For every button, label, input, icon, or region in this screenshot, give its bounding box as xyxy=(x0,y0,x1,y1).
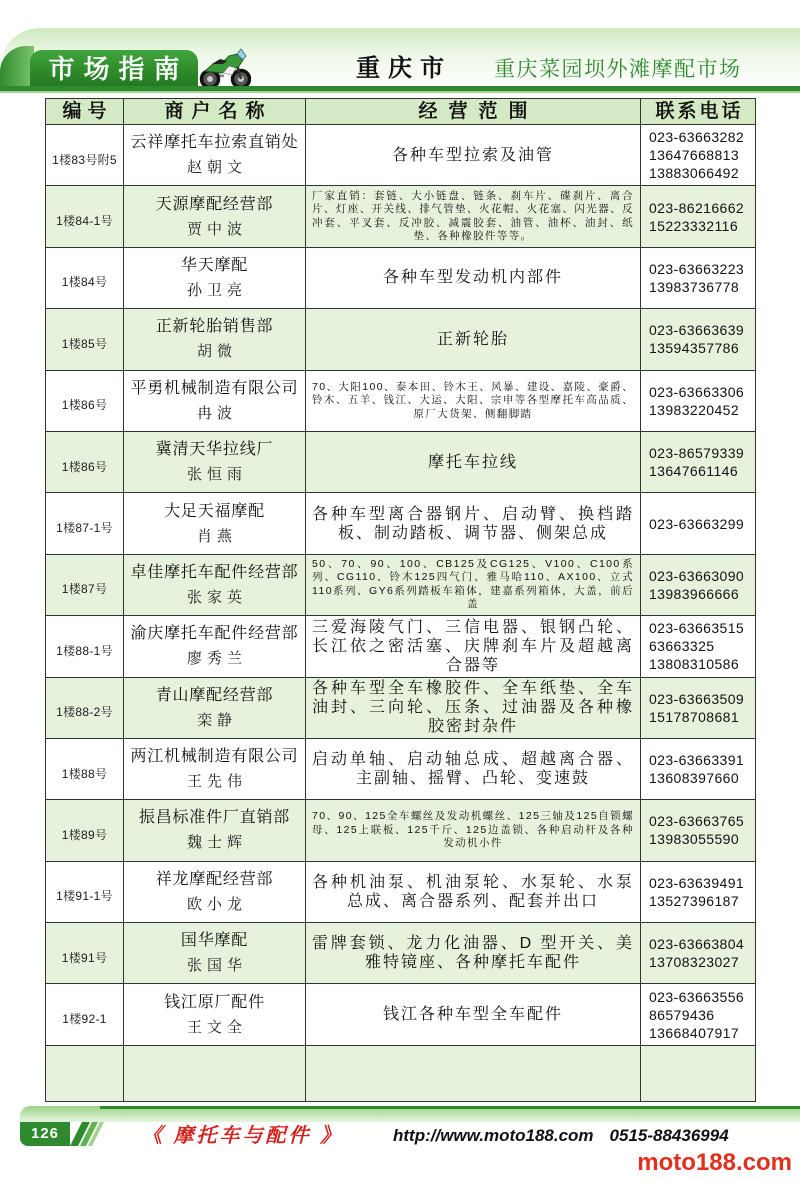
booth-number-cell xyxy=(46,431,124,492)
phone-cell xyxy=(641,493,756,554)
booth-number-cell xyxy=(46,923,124,984)
business-scope-cell xyxy=(306,247,641,308)
contact-person: 栾静 xyxy=(196,710,237,729)
phone-cell xyxy=(641,186,756,247)
merchant-name: 钱江原厂配件 xyxy=(164,993,265,1011)
section-tab: 市场指南 xyxy=(30,50,198,88)
booth-number: 1楼84号 xyxy=(61,275,108,290)
table-row xyxy=(46,677,756,738)
table-row xyxy=(46,984,756,1045)
merchant-name: 正新轮胎销售部 xyxy=(155,318,274,336)
contact-person: 王文全 xyxy=(186,1017,247,1036)
phone-cell xyxy=(641,247,756,308)
contact-person: 王先伟 xyxy=(186,772,247,791)
footer-phone: 0515-88436994 xyxy=(609,1126,729,1145)
empty-cell xyxy=(306,1045,641,1101)
merchant-cell-inner xyxy=(124,800,305,860)
empty-cell-inner xyxy=(124,1046,305,1101)
phone-number: 13983966666 xyxy=(649,585,740,602)
contact-person: 贾中波 xyxy=(186,219,247,238)
column-header-phone xyxy=(641,99,756,125)
phone-number: 13983220452 xyxy=(649,401,740,418)
phone-cell-inner xyxy=(641,493,755,553)
phone-number: 13647661146 xyxy=(649,463,739,480)
table-row xyxy=(46,431,756,492)
booth-number-cell-inner xyxy=(46,371,123,431)
booth-number: 1楼87号 xyxy=(61,582,108,597)
stripes-decoration xyxy=(70,1106,104,1146)
phone-number: 13708323027 xyxy=(649,954,740,971)
merchant-cell xyxy=(124,616,306,677)
contact-person: 魏士辉 xyxy=(186,833,247,852)
table-row xyxy=(46,616,756,677)
booth-number-cell-inner xyxy=(46,186,123,246)
phone-number: 15178708681 xyxy=(649,708,740,725)
contact-person: 欧小龙 xyxy=(186,894,247,913)
phone-number: 023-63663299 xyxy=(649,515,745,532)
merchant-name: 两江机械制造有限公司 xyxy=(130,748,299,766)
phone-cell xyxy=(641,861,756,922)
merchant-cell xyxy=(124,677,306,738)
merchant-name: 卓佳摩托车配件经营部 xyxy=(130,563,299,581)
business-scope-cell-inner xyxy=(306,555,640,615)
booth-number-cell xyxy=(46,554,124,615)
phone-number: 13668407917 xyxy=(649,1024,740,1041)
phone-cell-inner xyxy=(641,371,755,431)
phone-number: 023-63639491 xyxy=(649,874,745,891)
phone-number: 023-86216662 xyxy=(649,199,745,216)
phone-cell-inner xyxy=(641,616,755,676)
booth-number: 1楼91-1号 xyxy=(56,889,113,904)
empty-cell xyxy=(46,1045,124,1101)
phone-number: 023-63663639 xyxy=(649,322,745,339)
booth-number-cell xyxy=(46,677,124,738)
merchant-name: 平勇机械制造有限公司 xyxy=(130,379,299,397)
empty-cell-inner xyxy=(46,1046,123,1101)
phone-cell xyxy=(641,800,756,861)
booth-number-cell xyxy=(46,370,124,431)
business-scope: 各种车型拉索及油管 xyxy=(391,146,554,164)
phone-cell xyxy=(641,677,756,738)
business-scope-cell xyxy=(306,800,641,861)
phone-number: 13983736778 xyxy=(649,278,740,295)
booth-number-cell-inner xyxy=(46,309,123,369)
merchant-cell-inner xyxy=(124,616,305,676)
merchant-cell xyxy=(124,125,306,186)
merchant-name: 渝庆摩托车配件经营部 xyxy=(130,625,299,643)
business-scope-cell-inner xyxy=(306,984,640,1044)
booth-number-cell-inner xyxy=(46,616,123,676)
phone-number: 023-86579339 xyxy=(649,445,745,462)
phone-number: 13608397660 xyxy=(649,770,740,787)
contact-person: 孙卫亮 xyxy=(186,280,247,299)
empty-cell-inner xyxy=(641,1046,755,1101)
business-scope-cell xyxy=(306,493,641,554)
booth-number-cell-inner xyxy=(46,800,123,860)
merchant-cell-inner xyxy=(124,739,305,799)
phone-cell xyxy=(641,923,756,984)
table-row-empty xyxy=(46,1045,756,1101)
business-scope-cell-inner xyxy=(306,493,640,553)
booth-number: 1楼86号 xyxy=(61,459,108,474)
merchant-cell xyxy=(124,984,306,1045)
table-row xyxy=(46,493,756,554)
phone-number: 023-63663804 xyxy=(649,936,745,953)
table-row xyxy=(46,125,756,186)
booth-number-cell-inner xyxy=(46,923,123,983)
table-row xyxy=(46,247,756,308)
merchant-cell-inner xyxy=(124,186,305,246)
table-row xyxy=(46,800,756,861)
business-scope-cell-inner xyxy=(306,923,640,983)
booth-number-cell xyxy=(46,247,124,308)
table-row xyxy=(46,923,756,984)
booth-number-cell xyxy=(46,186,124,247)
phone-cell-inner xyxy=(641,248,755,308)
phone-number: 023-63663391 xyxy=(649,752,745,769)
business-scope-cell xyxy=(306,861,641,922)
phone-number: 63663325 xyxy=(649,638,715,655)
business-scope: 正新轮胎 xyxy=(436,330,509,348)
merchant-cell-inner xyxy=(124,493,305,553)
contact-person: 赵朝文 xyxy=(186,158,247,177)
business-scope-cell-inner xyxy=(306,371,640,431)
business-scope-cell xyxy=(306,554,641,615)
footer-contact xyxy=(393,1124,729,1148)
merchant-cell xyxy=(124,554,306,615)
business-scope: 各种机油泵、机油泵轮、水泵轮、水泵总成、离合器系列、配套并出口 xyxy=(312,873,634,910)
booth-number: 1楼85号 xyxy=(61,336,108,351)
phone-cell-inner xyxy=(641,923,755,983)
merchant-cell-inner xyxy=(124,862,305,922)
booth-number: 1楼88-1号 xyxy=(56,643,113,658)
business-scope-cell xyxy=(306,309,641,370)
phone-cell xyxy=(641,616,756,677)
phone-number: 023-63663509 xyxy=(649,690,745,707)
merchant-cell-inner xyxy=(124,309,305,369)
contact-person: 张家英 xyxy=(186,587,247,606)
phone-cell xyxy=(641,370,756,431)
business-scope-cell xyxy=(306,984,641,1045)
booth-number-cell-inner xyxy=(46,739,123,799)
booth-number: 1楼89号 xyxy=(61,827,108,842)
phone-cell-inner xyxy=(641,309,755,369)
phone-cell-inner xyxy=(641,678,755,738)
business-scope: 三爱海陵气门、三信电器、银钢凸轮、长江依之密活塞、庆牌刹车片及超越离合器等 xyxy=(312,618,634,674)
merchant-name: 青山摩配经营部 xyxy=(155,686,274,704)
business-scope-cell-inner xyxy=(306,309,640,369)
column-header-scope xyxy=(306,99,641,125)
merchant-name: 云祥摩托车拉索直销处 xyxy=(130,134,299,152)
column-header-number xyxy=(46,99,124,125)
phone-number: 023-63663223 xyxy=(649,260,745,277)
merchant-cell-inner xyxy=(124,984,305,1044)
phone-number: 13808310586 xyxy=(649,656,740,673)
merchant-cell-inner xyxy=(124,555,305,615)
phone-cell xyxy=(641,431,756,492)
booth-number-cell-inner xyxy=(46,678,123,738)
phone-number: 023-63663090 xyxy=(649,567,745,584)
booth-number-cell-inner xyxy=(46,984,123,1044)
merchant-cell-inner xyxy=(124,371,305,431)
table-header-row xyxy=(46,99,756,125)
city-title: 重庆市 xyxy=(356,55,452,82)
empty-cell-inner xyxy=(306,1046,640,1101)
booth-number-cell xyxy=(46,738,124,799)
phone-cell xyxy=(641,984,756,1045)
booth-number-cell xyxy=(46,984,124,1045)
booth-number-cell xyxy=(46,616,124,677)
phone-number: 13883066492 xyxy=(649,165,740,182)
phone-cell-inner xyxy=(641,800,755,860)
phone-number: 13527396187 xyxy=(649,892,740,909)
phone-cell xyxy=(641,554,756,615)
phone-cell-inner xyxy=(641,862,755,922)
contact-person: 冉波 xyxy=(196,403,237,422)
booth-number-cell-inner xyxy=(46,862,123,922)
booth-number-cell xyxy=(46,800,124,861)
column-header-merchant-label: 商户名称 xyxy=(164,101,273,122)
merchant-cell xyxy=(124,493,306,554)
table-row xyxy=(46,554,756,615)
business-scope: 各种车型离合器钢片、启动臂、换档踏板、制动踏板、调节器、侧架总成 xyxy=(312,505,634,542)
table-row xyxy=(46,370,756,431)
phone-cell xyxy=(641,738,756,799)
motorcycle-icon xyxy=(199,44,251,90)
booth-number: 1楼83号附5 xyxy=(52,152,117,167)
contact-person: 肖燕 xyxy=(196,526,237,545)
merchant-name: 华天摩配 xyxy=(180,256,249,274)
phone-cell-inner xyxy=(641,739,755,799)
merchant-cell xyxy=(124,370,306,431)
business-scope-cell-inner xyxy=(306,432,640,492)
booth-number-cell-inner xyxy=(46,555,123,615)
phone-number: 15223332116 xyxy=(649,217,739,234)
contact-person: 张国华 xyxy=(186,956,247,975)
booth-number: 1楼88-2号 xyxy=(56,705,113,720)
merchant-cell-inner xyxy=(124,432,305,492)
business-scope: 摩托车拉线 xyxy=(427,453,518,471)
column-header-phone-label: 联系电话 xyxy=(655,101,744,122)
merchant-name: 天源摩配经营部 xyxy=(155,195,274,213)
business-scope: 50、70、90、100、CB125及CG125、V100、C100系列、CG110、铃木125四气门、雅马哈110、AX100、立式110系列、GY6系列踏板车箱体，建嘉系列箱体，大盖，前后盖 xyxy=(312,557,634,611)
business-scope-cell-inner xyxy=(306,616,640,676)
contact-person: 廖秀兰 xyxy=(186,649,247,668)
phone-number: 023-63663515 xyxy=(649,620,745,637)
merchant-cell xyxy=(124,186,306,247)
booth-number-cell-inner xyxy=(46,432,123,492)
column-header-merchant xyxy=(124,99,306,125)
contact-person: 张恒雨 xyxy=(186,465,247,484)
phone-number: 86579436 xyxy=(649,1006,715,1023)
booth-number-cell xyxy=(46,309,124,370)
phone-number: 13594357786 xyxy=(649,340,740,357)
booth-number: 1楼87-1号 xyxy=(56,521,113,536)
business-scope: 70、90、125全车螺丝及发动机螺丝、125三轴及125自锁螺母、125上联板、125千斤、125边盖锁、各种启动杆及各种发动机小件 xyxy=(312,810,634,850)
merchant-cell xyxy=(124,309,306,370)
merchant-cell-inner xyxy=(124,125,305,185)
column-header-number-label: 编号 xyxy=(62,101,113,122)
business-scope-cell-inner xyxy=(306,862,640,922)
phone-cell xyxy=(641,125,756,186)
business-scope-cell xyxy=(306,125,641,186)
booth-number: 1楼88号 xyxy=(61,766,108,781)
booth-number-cell xyxy=(46,493,124,554)
merchant-cell-inner xyxy=(124,248,305,308)
business-scope: 钱江各种车型全车配件 xyxy=(382,1006,563,1024)
merchant-cell xyxy=(124,800,306,861)
phone-cell-inner xyxy=(641,432,755,492)
business-scope-cell-inner xyxy=(306,125,640,185)
business-scope-cell xyxy=(306,616,641,677)
merchant-name: 冀清天华拉线厂 xyxy=(155,441,274,459)
booth-number-cell-inner xyxy=(46,248,123,308)
business-scope-cell xyxy=(306,677,641,738)
phone-cell xyxy=(641,309,756,370)
merchant-cell-inner xyxy=(124,923,305,983)
footer-divider xyxy=(100,1106,800,1109)
page-number: 126 xyxy=(20,1122,70,1146)
business-scope-cell-inner xyxy=(306,800,640,860)
merchant-cell xyxy=(124,861,306,922)
table-row xyxy=(46,861,756,922)
booth-number-cell xyxy=(46,125,124,186)
business-scope-cell xyxy=(306,186,641,247)
business-scope-cell xyxy=(306,370,641,431)
business-scope-cell xyxy=(306,738,641,799)
business-scope-cell xyxy=(306,431,641,492)
booth-number: 1楼91号 xyxy=(61,950,108,965)
table-row xyxy=(46,738,756,799)
column-header-scope-label: 经营范围 xyxy=(418,101,539,122)
merchant-cell xyxy=(124,247,306,308)
business-scope: 各种车型全车橡胶件、全车纸垫、全车油封、三向轮、压条、过油器及各种橡胶密封杂件 xyxy=(312,680,634,736)
booth-number-cell-inner xyxy=(46,125,123,185)
phone-number: 023-63663765 xyxy=(649,813,745,830)
phone-number: 023-63663282 xyxy=(649,129,745,146)
booth-number-cell-inner xyxy=(46,493,123,553)
booth-number: 1楼86号 xyxy=(61,398,108,413)
business-scope-cell-inner xyxy=(306,248,640,308)
business-scope-cell-inner xyxy=(306,678,640,738)
merchant-table xyxy=(45,98,756,1102)
table-row xyxy=(46,186,756,247)
business-scope: 70、大阳100、泰本田、铃木王、风暴、建设、嘉陵、豪爵、铃木、五羊、钱江、大运、大阳、宗申等各型摩托车高品质、原厂大货架、侧翻脚踏 xyxy=(312,380,634,420)
empty-cell xyxy=(124,1045,306,1101)
phone-cell-inner xyxy=(641,125,755,185)
business-scope: 厂家直销：套链、大小链盘、链条、刹车片、碟刹片、离合片、灯座、开关线、排气管垫、火花帽、火花塞、闪光器、反冲套、平叉套、反冲胶、减震胶套、油管、油杯、油封、纸垫、各种橡胶件等等。 xyxy=(312,189,634,243)
website-url: http://www.moto188.com xyxy=(393,1126,594,1145)
merchant-name: 振昌标准件厂直销部 xyxy=(138,809,291,827)
merchant-name: 祥龙摩配经营部 xyxy=(155,870,274,888)
phone-number: 13983055590 xyxy=(649,831,740,848)
booth-number: 1楼92-1 xyxy=(62,1012,107,1027)
business-scope: 启动单轴、启动轴总成、超越离合器、主副轴、摇臂、凸轮、变速鼓 xyxy=(312,751,634,788)
business-scope: 各种车型发动机内部件 xyxy=(382,269,563,287)
phone-cell-inner xyxy=(641,186,755,246)
business-scope: 雷牌套锁、龙力化油器、D 型开关、美雅特镜座、各种摩托车配件 xyxy=(312,935,634,972)
merchant-name: 国华摩配 xyxy=(180,932,249,950)
phone-cell-inner xyxy=(641,984,755,1044)
magazine-title: 《 摩托车与配件 》 xyxy=(142,1125,344,1147)
booth-number-cell xyxy=(46,861,124,922)
phone-number: 023-63663306 xyxy=(649,383,745,400)
booth-number: 1楼84-1号 xyxy=(56,214,113,229)
merchant-cell xyxy=(124,923,306,984)
business-scope-cell xyxy=(306,923,641,984)
table-row xyxy=(46,309,756,370)
watermark: moto188.com xyxy=(637,1149,792,1176)
merchant-cell-inner xyxy=(124,678,305,738)
market-title: 重庆菜园坝外滩摩配市场 xyxy=(494,58,742,81)
contact-person: 胡微 xyxy=(196,342,237,361)
header-divider-light xyxy=(0,91,800,93)
table-body xyxy=(46,125,756,1102)
phone-number: 13647668813 xyxy=(649,147,740,164)
merchant-name: 大足天福摩配 xyxy=(164,502,265,520)
business-scope-cell-inner xyxy=(306,186,640,246)
phone-cell-inner xyxy=(641,555,755,615)
merchant-cell xyxy=(124,738,306,799)
phone-number: 023-63663556 xyxy=(649,988,745,1005)
empty-cell xyxy=(641,1045,756,1101)
business-scope-cell-inner xyxy=(306,739,640,799)
merchant-cell xyxy=(124,431,306,492)
